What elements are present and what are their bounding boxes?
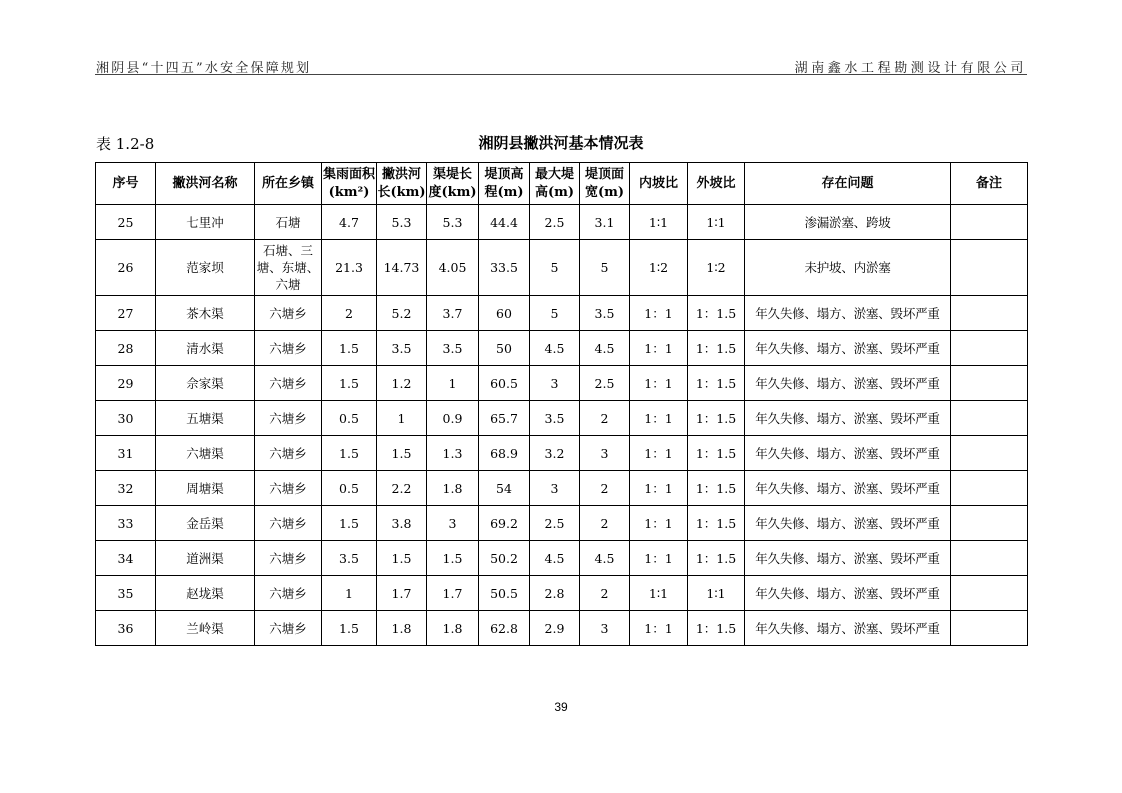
table-cell: 50.2: [479, 541, 530, 576]
table-cell: 3.8: [377, 506, 427, 541]
table-cell: 3.5: [427, 331, 479, 366]
table-cell: 31: [96, 436, 156, 471]
column-header: 集雨面积(km²): [322, 163, 377, 205]
table-cell: 年久失修、塌方、淤塞、毁坏严重: [745, 576, 951, 611]
table-cell: 5.3: [427, 205, 479, 240]
table-cell: 年久失修、塌方、淤塞、毁坏严重: [745, 436, 951, 471]
table-cell: 5: [530, 296, 580, 331]
table-cell: 年久失修、塌方、淤塞、毁坏严重: [745, 471, 951, 506]
column-header: 外坡比: [688, 163, 745, 205]
table-cell: 1.5: [427, 541, 479, 576]
table-cell: 六塘乡: [255, 611, 322, 646]
table-cell: 2: [580, 576, 630, 611]
column-header: 撇洪河名称: [156, 163, 255, 205]
table-cell: 3.2: [530, 436, 580, 471]
table-cell: 65.7: [479, 401, 530, 436]
table-cell: 4.5: [530, 331, 580, 366]
table-cell: 44.4: [479, 205, 530, 240]
table-cell: 33.5: [479, 240, 530, 296]
table-cell: [951, 205, 1028, 240]
table-cell: 年久失修、塌方、淤塞、毁坏严重: [745, 401, 951, 436]
table-cell: 14.73: [377, 240, 427, 296]
table-cell: 范家坝: [156, 240, 255, 296]
table-cell: [951, 240, 1028, 296]
table-cell: 道洲渠: [156, 541, 255, 576]
table-cell: 1∶2: [630, 240, 688, 296]
table-cell: [951, 331, 1028, 366]
table-row: [96, 240, 1028, 296]
table-cell: 1：1: [630, 611, 688, 646]
table-cell: 26: [96, 240, 156, 296]
table-cell: 3: [580, 436, 630, 471]
table-cell: 茶木渠: [156, 296, 255, 331]
header-rule: [95, 74, 1027, 75]
table-cell: 六塘乡: [255, 331, 322, 366]
data-table: [95, 162, 1028, 646]
table-cell: 29: [96, 366, 156, 401]
table-cell: [951, 366, 1028, 401]
table-cell: 石塘: [255, 205, 322, 240]
table-cell: 50.5: [479, 576, 530, 611]
table-cell: 1∶2: [688, 240, 745, 296]
table-cell: 1：1: [630, 436, 688, 471]
table-cell: 1：1: [630, 296, 688, 331]
column-header: 堤顶面宽(m): [580, 163, 630, 205]
table-cell: 32: [96, 471, 156, 506]
table-cell: 六塘乡: [255, 366, 322, 401]
table-cell: 周塘渠: [156, 471, 255, 506]
table-header-row: [96, 163, 1028, 205]
table-cell: 2.5: [580, 366, 630, 401]
table-cell: 62.8: [479, 611, 530, 646]
table-cell: 1∶1: [688, 576, 745, 611]
table-cell: 35: [96, 576, 156, 611]
table-cell: 1.8: [427, 471, 479, 506]
table-cell: 5.3: [377, 205, 427, 240]
table-cell: 1：1.5: [688, 436, 745, 471]
table-cell: 六塘乡: [255, 296, 322, 331]
table-cell: 1.7: [427, 576, 479, 611]
table-cell: 3.1: [580, 205, 630, 240]
table-cell: 渗漏淤塞、跨坡: [745, 205, 951, 240]
table-cell: 4.5: [530, 541, 580, 576]
table-cell: 1∶1: [630, 205, 688, 240]
table-cell: 年久失修、塌方、淤塞、毁坏严重: [745, 541, 951, 576]
table-cell: 0.5: [322, 401, 377, 436]
table-cell: 4.5: [580, 541, 630, 576]
table-cell: 3: [530, 471, 580, 506]
header-company-name: 湖南鑫水工程勘测设计有限公司: [794, 61, 1027, 76]
table-cell: 1.5: [377, 541, 427, 576]
table-row: [96, 296, 1028, 331]
table-cell: 金岳渠: [156, 506, 255, 541]
table-cell: 50: [479, 331, 530, 366]
table-cell: 1: [427, 366, 479, 401]
table-cell: 30: [96, 401, 156, 436]
table-cell: 1.5: [322, 436, 377, 471]
table-cell: 1：1: [630, 401, 688, 436]
table-cell: 1.5: [377, 436, 427, 471]
table-cell: 六塘乡: [255, 436, 322, 471]
table-cell: 36: [96, 611, 156, 646]
table-cell: 六塘渠: [156, 436, 255, 471]
table-cell: 六塘乡: [255, 471, 322, 506]
column-header: 堤顶高程(m): [479, 163, 530, 205]
table-cell: 28: [96, 331, 156, 366]
table-cell: 2.5: [530, 506, 580, 541]
table-cell: 兰岭渠: [156, 611, 255, 646]
table-cell: 1：1.5: [688, 471, 745, 506]
table-cell: 2.2: [377, 471, 427, 506]
table-cell: [951, 436, 1028, 471]
table-cell: 1：1.5: [688, 401, 745, 436]
table-cell: 年久失修、塌方、淤塞、毁坏严重: [745, 296, 951, 331]
table-title: 湘阴县撇洪河基本情况表: [478, 134, 644, 152]
table-row: [96, 331, 1028, 366]
table-cell: 4.5: [580, 331, 630, 366]
table-cell: 3: [427, 506, 479, 541]
table-cell: 1.2: [377, 366, 427, 401]
table-cell: 21.3: [322, 240, 377, 296]
table-row: [96, 541, 1028, 576]
table-cell: 3.5: [530, 401, 580, 436]
table-row: [96, 471, 1028, 506]
table-cell: 69.2: [479, 506, 530, 541]
table-cell: 年久失修、塌方、淤塞、毁坏严重: [745, 366, 951, 401]
table-cell: 5.2: [377, 296, 427, 331]
table-cell: [951, 611, 1028, 646]
table-row: [96, 205, 1028, 240]
table-cell: 1：1.5: [688, 331, 745, 366]
table-cell: [951, 471, 1028, 506]
column-header: 内坡比: [630, 163, 688, 205]
table-cell: 2: [322, 296, 377, 331]
table-cell: 25: [96, 205, 156, 240]
table-cell: 1：1: [630, 331, 688, 366]
column-header: 存在问题: [745, 163, 951, 205]
table-cell: 六塘乡: [255, 541, 322, 576]
table-row: [96, 401, 1028, 436]
column-header: 所在乡镇: [255, 163, 322, 205]
table-cell: 1.3: [427, 436, 479, 471]
table-cell: 1.5: [322, 366, 377, 401]
table-cell: 3: [580, 611, 630, 646]
table-number: 表 1.2-8: [96, 135, 155, 153]
table-cell: 年久失修、塌方、淤塞、毁坏严重: [745, 611, 951, 646]
table-cell: 33: [96, 506, 156, 541]
table-row: [96, 436, 1028, 471]
table-cell: 佘家渠: [156, 366, 255, 401]
table-cell: 1：1: [630, 541, 688, 576]
table-cell: 3.5: [322, 541, 377, 576]
table-row: [96, 611, 1028, 646]
table-cell: [951, 296, 1028, 331]
table-cell: 5: [530, 240, 580, 296]
table-cell: 石塘、三塘、东塘、六塘: [255, 240, 322, 296]
table-cell: 2: [580, 401, 630, 436]
header-document-title: 湘阴县“十四五”水安全保障规划: [96, 61, 312, 76]
table-cell: [951, 576, 1028, 611]
table-cell: 3.7: [427, 296, 479, 331]
table-cell: 1：1.5: [688, 366, 745, 401]
table-cell: 1.5: [322, 506, 377, 541]
table-cell: 未护坡、内淤塞: [745, 240, 951, 296]
table-cell: 六塘乡: [255, 401, 322, 436]
table-cell: 54: [479, 471, 530, 506]
table-cell: 1.8: [377, 611, 427, 646]
column-header: 备注: [951, 163, 1028, 205]
table-cell: 赵垅渠: [156, 576, 255, 611]
table-cell: 1∶1: [688, 205, 745, 240]
table-cell: 七里冲: [156, 205, 255, 240]
table-cell: 1：1.5: [688, 506, 745, 541]
table-cell: 0.5: [322, 471, 377, 506]
column-header: 渠堤长度(km): [427, 163, 479, 205]
table-cell: 1∶1: [630, 576, 688, 611]
table-cell: 1：1: [630, 366, 688, 401]
table-cell: 六塘乡: [255, 576, 322, 611]
table-cell: 3.5: [580, 296, 630, 331]
table-cell: 1: [322, 576, 377, 611]
table-cell: 1：1: [630, 506, 688, 541]
table-cell: 1.5: [322, 331, 377, 366]
table-cell: 3.5: [377, 331, 427, 366]
column-header: 撇洪河长(km): [377, 163, 427, 205]
table-cell: 3: [530, 366, 580, 401]
table-cell: 5: [580, 240, 630, 296]
column-header: 序号: [96, 163, 156, 205]
table-cell: 1: [377, 401, 427, 436]
table-cell: 34: [96, 541, 156, 576]
table-cell: 2.8: [530, 576, 580, 611]
table-cell: 27: [96, 296, 156, 331]
table-cell: 4.7: [322, 205, 377, 240]
table-cell: 1：1.5: [688, 541, 745, 576]
table-cell: 1：1: [630, 471, 688, 506]
table-cell: 清水渠: [156, 331, 255, 366]
table-cell: 4.05: [427, 240, 479, 296]
table-cell: 年久失修、塌方、淤塞、毁坏严重: [745, 506, 951, 541]
table-cell: 1：1.5: [688, 296, 745, 331]
table-cell: 2: [580, 506, 630, 541]
table-cell: 年久失修、塌方、淤塞、毁坏严重: [745, 331, 951, 366]
table-cell: [951, 401, 1028, 436]
table-cell: 60.5: [479, 366, 530, 401]
table-cell: 1.5: [322, 611, 377, 646]
table-row: [96, 576, 1028, 611]
table-cell: 0.9: [427, 401, 479, 436]
table-cell: 2.9: [530, 611, 580, 646]
table-cell: 60: [479, 296, 530, 331]
table-cell: 六塘乡: [255, 506, 322, 541]
table-cell: 1：1.5: [688, 611, 745, 646]
table-cell: 2: [580, 471, 630, 506]
table-cell: [951, 506, 1028, 541]
table-cell: 2.5: [530, 205, 580, 240]
table-cell: 1.8: [427, 611, 479, 646]
table-cell: 68.9: [479, 436, 530, 471]
table-row: [96, 366, 1028, 401]
column-header: 最大堤高(m): [530, 163, 580, 205]
table-row: [96, 506, 1028, 541]
page-number: 39: [554, 700, 568, 714]
table-cell: [951, 541, 1028, 576]
table-cell: 1.7: [377, 576, 427, 611]
table-cell: 五塘渠: [156, 401, 255, 436]
